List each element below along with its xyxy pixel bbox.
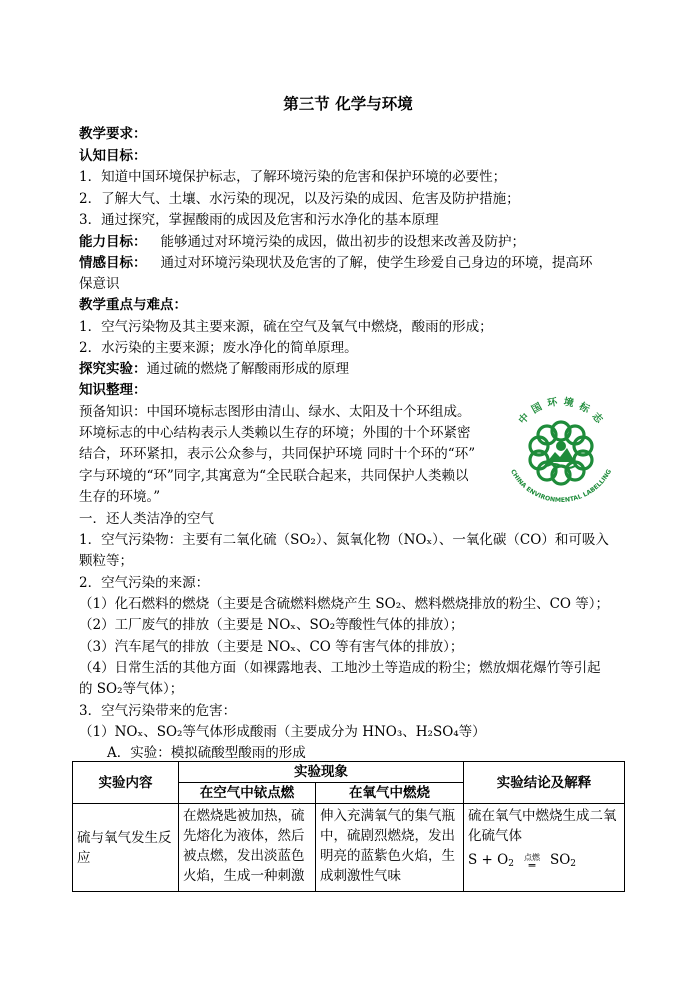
explore-text: 通过硫的燃烧了解酸雨形成的原理 — [146, 361, 349, 377]
experiment-a: A．实验：模拟硫酸型酸雨的形成 — [107, 745, 306, 761]
source-2: （2）工厂废气的排放（主要是 NOₓ、SO₂等酸性气体的排放）； — [79, 617, 464, 633]
header-content: 实验内容 — [73, 762, 179, 804]
pre-knowledge-4: 字与环境的“环”同字,其寓意为“全民联合起来，共同保护人类赖以 — [79, 468, 469, 484]
ability-goal-text: 能够通过对环境污染的成因，做出初步的设想来改善及防护； — [160, 234, 525, 250]
cell-in-oxygen: 伸入充满氧气的集气瓶中，硫剧烈燃烧，发出明亮的蓝紫色火焰，生成刺激性气味 — [316, 804, 464, 892]
source-4-line-2: 的 SO₂等气体）； — [79, 681, 184, 697]
equation-right: $SO_2$ — [549, 852, 577, 869]
header-phenomenon: 实验现象 — [179, 762, 464, 783]
logo-ring-text: CHINA ENVIRONMENTAL LABELLING — [508, 468, 614, 505]
emotion-goal-label: 情感目标： — [79, 255, 147, 271]
source-4-line-1: （4）日常生活的其他方面（如裸露地表、工地沙土等造成的粉尘；燃放烟花爆竹等引起 — [79, 660, 601, 676]
chemical-equation — [468, 850, 620, 874]
pollution-sources-heading: 2．空气污染的来源： — [79, 575, 210, 591]
cognitive-goal-heading: 认知目标： — [79, 148, 147, 164]
svg-text:CHINA ENVIRONMENTAL LABELLING — [509, 468, 613, 504]
knowledge-heading: 知识整理： — [79, 382, 147, 398]
cognitive-goal-3: 3．通过探究，掌握酸雨的成因及危害和污水净化的基本原理 — [79, 212, 439, 228]
pre-knowledge-3: 结合，环环紧扣，表示公众参与，共同保护环境 同时十个环的“环” — [79, 446, 476, 462]
harm-1: （1）NOₓ、SO₂等气体形成酸雨（主要成分为 HNO₃、H₂SO₄等） — [79, 724, 486, 740]
ability-goal — [79, 232, 525, 252]
equation-condition: 点燃 ═ — [523, 853, 540, 872]
header-in-air: 在空气中铱点燃 — [179, 783, 316, 804]
source-1: （1）化石燃料的燃烧（主要是含硫燃料燃烧产生 SO₂、燃料燃烧排放的粉尘、CO 等）； — [79, 596, 610, 612]
header-in-oxygen: 在氧气中燃烧 — [316, 783, 464, 804]
section-1-heading: 一．还人类洁净的空气 — [79, 511, 214, 527]
ability-goal-label: 能力目标： — [79, 234, 147, 250]
equation-left: $S + O_2$ — [468, 852, 514, 869]
harm-heading: 3．空气污染带来的危害： — [79, 703, 237, 719]
key-points-heading: 教学重点与难点： — [79, 297, 187, 313]
china-environmental-labelling-logo — [497, 388, 625, 514]
header-conclusion: 实验结论及解释 — [464, 762, 625, 804]
explore-label: 探究实验： — [79, 361, 147, 377]
page-title: 第三节 化学与环境 — [283, 94, 413, 113]
pre-knowledge-2: 环境标志的中心结构表示人类赖以生存的环境；外围的十个环紧密 — [79, 425, 471, 441]
teaching-requirements-heading: 教学要求： — [79, 126, 147, 142]
cognitive-goal-1: 1．知道中国环境保护标志，了解环境污染的危害和保护环境的必要性； — [79, 169, 507, 185]
explore-experiment — [79, 359, 349, 379]
emotion-goal-cont: 保意识 — [79, 276, 120, 292]
cell-content: 硫与氧气发生反应 — [73, 804, 179, 892]
pre-knowledge-5: 生存的环境。” — [79, 489, 161, 505]
pollutants-line-2: 颗粒等； — [79, 553, 133, 569]
logo-top-text: 中 国 环 境 标 志 — [517, 396, 605, 427]
experiment-table — [72, 761, 625, 892]
emotion-goal-text: 通过对环境污染现状及危害的了解，使学生珍爱自己身边的环境，提高环 — [160, 255, 593, 271]
cell-in-air: 在燃烧匙被加热，硫先熔化为液体，然后被点燃，发出淡蓝色火焰，生成一种刺激 — [179, 804, 316, 892]
key-point-1: 1．空气污染物及其主要来源，硫在空气及氧气中燃烧，酸雨的形成； — [79, 319, 493, 335]
conclusion-text: 硫在氧气中燃烧生成二氧化硫气体 — [468, 808, 617, 844]
emotion-goal — [79, 253, 593, 273]
pre-knowledge-1: 预备知识：中国环境标志图形由清山、绿水、太阳及十个环组成。 — [79, 404, 471, 420]
key-point-2: 2．水污染的主要来源；废水净化的简单原理。 — [79, 340, 358, 356]
pollutants-line-1: 1．空气污染物：主要有二氧化硫（SO₂）、氮氧化物（NOₓ）、一氧化碳（CO）和可吸入 — [79, 532, 609, 548]
cognitive-goal-2: 2．了解大气、土壤、水污染的现况，以及污染的成因、危害及防护措施； — [79, 191, 520, 207]
cell-conclusion — [464, 804, 625, 892]
source-3: （3）汽车尾气的排放（主要是 NOₓ、CO 等有害气体的排放）； — [79, 639, 464, 655]
